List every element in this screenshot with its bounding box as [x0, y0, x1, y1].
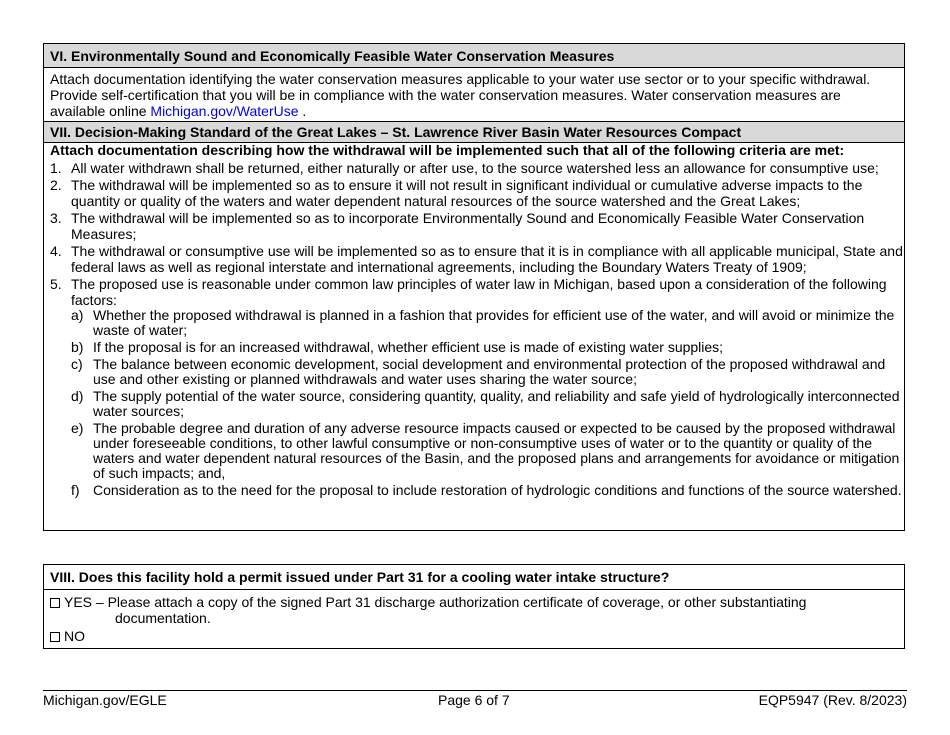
- yes-option: [44, 590, 904, 626]
- criteria-list: [44, 160, 904, 498]
- list-item-number: 5.: [50, 276, 62, 292]
- yes-checkbox[interactable]: [50, 598, 60, 608]
- list-item-number: 3.: [50, 210, 62, 226]
- no-label: NO: [64, 628, 85, 644]
- sub-list-item: [71, 340, 904, 355]
- list-item-number: 1.: [50, 160, 62, 176]
- list-item-text: All water withdrawn shall be returned, either naturally or after use, to the source watershed less an allowance for consumptive use;: [71, 160, 879, 176]
- sub-item-letter: b): [71, 339, 84, 355]
- sub-item-text: The balance between economic development, social development and environmental protection of the proposed withdrawal and use and other existing or planned withdrawals and water uses sharing the water source;: [93, 356, 886, 387]
- list-item: [44, 210, 904, 242]
- section-vi-body: [44, 68, 904, 121]
- factors-list: [71, 308, 904, 498]
- footer-page-number: Page 6 of 7: [438, 692, 510, 708]
- list-item: [44, 177, 904, 209]
- sub-item-letter: f): [71, 482, 80, 498]
- sub-list-item: [71, 308, 904, 338]
- footer-divider: [43, 690, 907, 691]
- section-vii-lead: Attach documentation describing how the withdrawal will be implemented such that all of the following criteria are met:: [50, 142, 845, 158]
- list-item: [44, 160, 904, 176]
- sub-list-item: [71, 421, 904, 481]
- no-option: [44, 626, 904, 644]
- yes-label-continued: documentation.: [115, 610, 211, 626]
- sub-item-text: The supply potential of the water source, considering quantity, quality, and reliability and safe yield of hydrologically interconnected water sources;: [93, 388, 900, 419]
- section-vi-title: VI. Environmentally Sound and Economically Feasible Water Conservation Measures: [44, 44, 904, 68]
- water-use-link[interactable]: Michigan.gov/WaterUse: [150, 103, 299, 119]
- section-vi-trailing: .: [298, 103, 307, 119]
- list-item: [44, 276, 904, 498]
- sub-item-letter: c): [71, 356, 83, 372]
- list-item: [44, 243, 904, 275]
- section-vi-text: Attach documentation identifying the water conservation measures applicable to your water use sector or to your specific withdrawal. Provide self-certification that you will be in compliance with the water conservation measures. Water conservation measures are available online: [50, 71, 871, 119]
- sub-item-text: Consideration as to the need for the proposal to include restoration of hydrologic conditions and functions of the source watershed.: [93, 482, 902, 498]
- sub-item-text: If the proposal is for an increased withdrawal, whether efficient use is made of existing water supplies;: [93, 339, 724, 355]
- list-item-text: The withdrawal will be implemented so as to incorporate Environmentally Sound and Economically Feasible Water Conservation Measures;: [71, 210, 865, 242]
- section-viii-box: [43, 564, 905, 649]
- sub-list-item: [71, 357, 904, 387]
- sub-item-letter: d): [71, 388, 84, 404]
- list-item-number: 4.: [50, 243, 62, 259]
- sub-item-letter: a): [71, 307, 84, 323]
- section-viii-title: VIII. Does this facility hold a permit issued under Part 31 for a cooling water intake structure?: [44, 565, 904, 590]
- sub-list-item: [71, 389, 904, 419]
- sections-vi-vii-box: [43, 43, 905, 531]
- sub-list-item: [71, 483, 904, 498]
- footer-website: Michigan.gov/EGLE: [43, 692, 167, 708]
- list-item-text: The withdrawal will be implemented so as to ensure it will not result in significant individual or cumulative adverse impacts to the quantity or quality of the waters and water dependent natural resources of the source watershed and the Great Lakes;: [71, 177, 863, 209]
- list-item-number: 2.: [50, 177, 62, 193]
- list-item-text: The proposed use is reasonable under common law principles of water law in Michigan, based upon a consideration of the following factors:: [71, 276, 887, 308]
- yes-label: YES – Please attach a copy of the signed Part 31 discharge authorization certificate of coverage, or other substantiating: [64, 594, 807, 610]
- sub-item-text: Whether the proposed withdrawal is planned in a fashion that provides for efficient use of the water, and will avoid or minimize the waste of water;: [93, 307, 895, 338]
- no-checkbox[interactable]: [50, 632, 60, 642]
- sub-item-letter: e): [71, 420, 84, 436]
- list-item-text: The withdrawal or consumptive use will be implemented so as to ensure that it is in compliance with all applicable municipal, State and federal laws as well as regional interstate and international agreements, including the Boundary Waters Treaty of 1909;: [71, 243, 903, 275]
- sub-item-text: The probable degree and duration of any adverse resource impacts caused or expected to be caused by the proposed withdrawal under foreseeable conditions, to other lawful consumptive or non-consumptive uses of water or to the quantity or quality of the waters and water dependent natural resources of the Basin, and the proposed plans and arrangements for avoidance or mitigation of such impacts; and,: [93, 420, 900, 481]
- footer-form-number: EQP5947 (Rev. 8/2023): [758, 692, 907, 708]
- section-vii-title: VII. Decision-Making Standard of the Great Lakes – St. Lawrence River Basin Water Resources Compact: [44, 121, 904, 143]
